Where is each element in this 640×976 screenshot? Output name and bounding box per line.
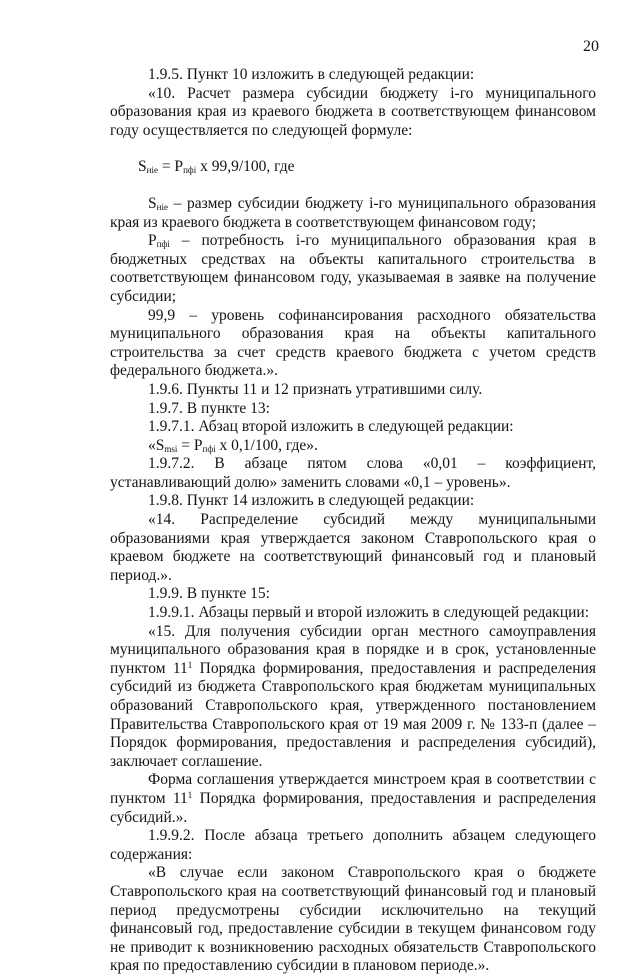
paragraph-new-clause: «В случае если законом Ставропольского края о бюджете Ставропольского края на соответствующий финансовый год и плановый период предусмотрены субсидии исключительно на текущий финансовый год, предоставление субсидии в текущем финансовом году не приводит к возникновению расходных обязательств Ставропольского края по предоставлению субсидии в плановом периоде.». (110, 864, 596, 975)
definition-p: $P_{пфi}$ – потребность i-го муниципального образования края в бюджетных средствах на объекты капитального строительства в соответствующем финансовом году, указываемая в заявке на получение субсидии; (110, 232, 596, 305)
formula-subsidy (110, 158, 596, 177)
paragraph-agreement-form: Форма соглашения утверждается минстроем края в соответствии с пунктом $11^1$ Порядка формирования, предоставления и распределения субсидий.». (110, 771, 596, 826)
paragraph-1-9-7: 1.9.7. В пункте 13: (148, 399, 270, 417)
paragraph-1-9-6: 1.9.6. Пункты 11 и 12 признать утратившими силу. (148, 380, 483, 398)
paragraph-1-9-8: 1.9.8. Пункт 14 изложить в следующей редакции: (148, 492, 475, 510)
paragraph-1-9-9-1: 1.9.9.1. Абзацы первый и второй изложить в следующей редакции: (148, 604, 590, 622)
formula-eq: = P (157, 158, 184, 176)
document-body (110, 66, 596, 976)
paragraph-1-9-7-2: 1.9.7.2. В абзаце пятом слова «0,01 – коэффициент, устанавливающий долю» заменить словами «0,1 – уровень». (110, 455, 596, 491)
paragraph-1-9-9-2: 1.9.9.2. После абзаца третьего дополнить абзацем следующего содержания: (110, 827, 596, 863)
page-number: 20 (583, 38, 599, 55)
formula-s: S (138, 158, 147, 176)
formula-s-subscript: ніе (146, 165, 158, 176)
paragraph-1-9-7-1: 1.9.7.1. Абзац второй изложить в следующей редакции: (148, 418, 514, 436)
formula-p-subscript: пфi (183, 165, 197, 176)
definition-99-9: 99,9 – уровень софинансирования расходного обязательства муниципального образования края на объекты капитального строительства за счет средств краевого бюджета с учетом средств федерального бюджета.». (110, 306, 596, 380)
formula-msi: «$S_{msi} = P_{пфi}$ x 0,1/100, где». (148, 436, 318, 454)
paragraph-1-9-5: 1.9.5. Пункт 10 изложить в следующей редакции: (148, 66, 475, 83)
formula-tail: x 99,9/100, где (196, 158, 295, 176)
definition-s: $S_{ніе}$ – размер субсидии бюджету i-го муниципального образования края из краевого бюджета в соответствующем финансовом году; (110, 194, 596, 231)
paragraph-1-9-9: 1.9.9. В пункте 15: (148, 585, 270, 603)
paragraph-point-10: «10. Расчет размера субсидии бюджету i-го муниципального образования края из краевого бюджета в соответствующем финансовом году осуществляется по следующей формуле: (110, 84, 596, 139)
paragraph-point-14: «14. Распределение субсидий между муниципальными образованиями края утверждается законом Ставропольского края о краевом бюджете на соответствующий финансовый год и плановый период.». (110, 511, 596, 584)
paragraph-point-15: «15. Для получения субсидии орган местного самоуправления муниципального образования края в порядке и в срок, установленные пунктом $11^1$ Порядка формирования, предоставления и распределения субсидий из бюджета Ставропольского края бюджетам муниципальных образований Ставропольского края, утвержденного постановлением Правительства Ставропольского края от 19 мая 2009 г. № 133-п (далее – Порядок формирования, предоставления и распределения субсидий), заключает соглашение. (110, 622, 596, 770)
